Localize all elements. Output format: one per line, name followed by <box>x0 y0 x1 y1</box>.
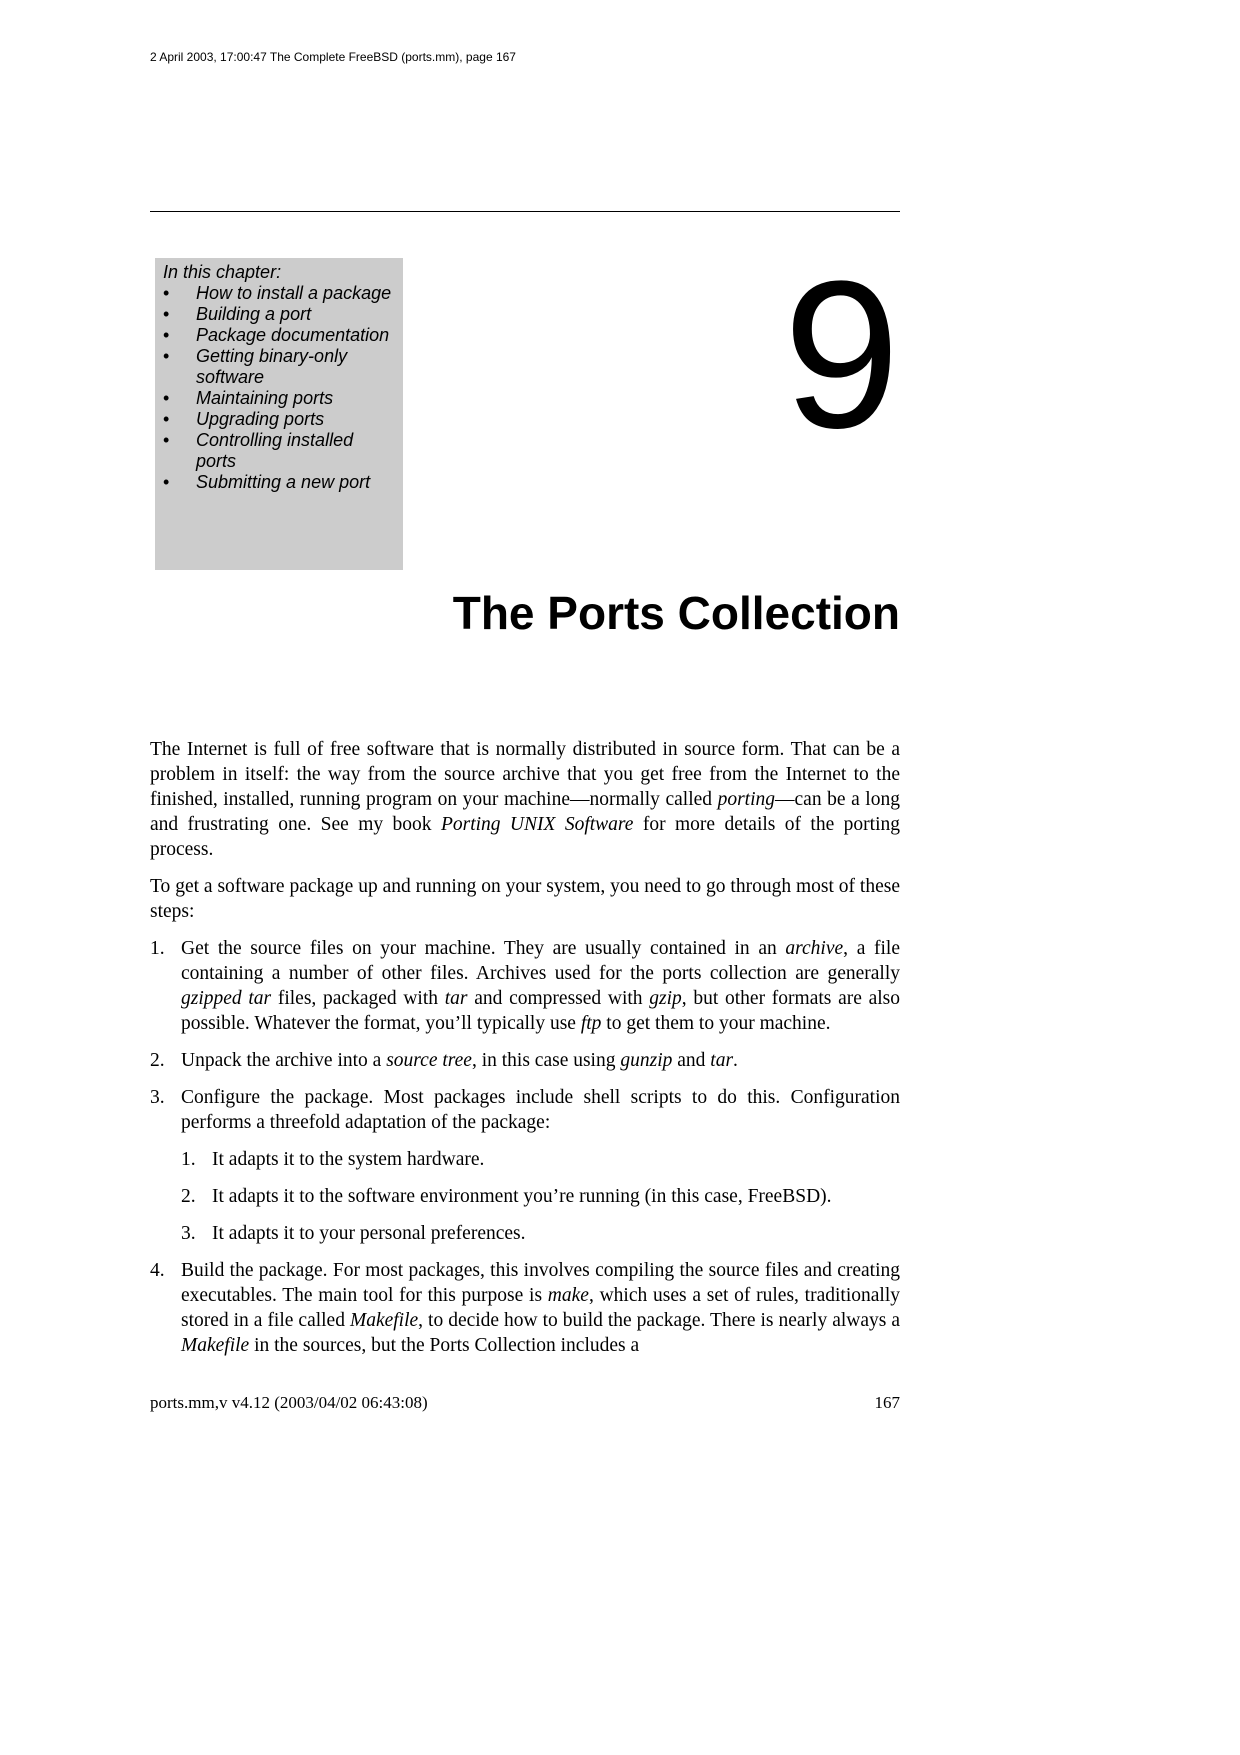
list-item: • How to install a package <box>163 283 392 303</box>
list-number: 4. <box>150 1260 165 1281</box>
list-item: • Getting binary-only software <box>163 346 348 387</box>
term: porting <box>717 789 776 810</box>
list-item: • Upgrading ports <box>163 409 325 429</box>
running-head: 2 April 2003, 17:00:47 The Complete FreeBSD (ports.mm), page 167 <box>150 50 516 64</box>
list-item: 1. It adapts it to the system hardware. <box>181 1149 485 1170</box>
list-item: 2. Unpack the archive into a source tree, in this case using gunzip and tar. <box>150 1050 738 1071</box>
list-item: • Controlling installed ports <box>163 430 354 471</box>
chapter-title: The Ports Collection <box>452 587 900 639</box>
list-item: • Building a port <box>163 304 312 324</box>
bullet-icon: • <box>163 283 170 303</box>
rcs-id: ports.mm,v v4.12 (2003/04/02 06:43:08) <box>150 1393 428 1412</box>
bullet-icon: • <box>163 409 170 429</box>
paragraph: To get a software package up and running on your system, you need to go through most of these steps: <box>150 876 900 922</box>
list-item: 1. Get the source files on your machine. They are usually contained in an archive, a file containing a number of other files. Archives used for the ports collection are generally gzipped tar files, packaged with tar and compressed with gzip, but other formats are also possible. Whatever the format, you’ll typically use ftp to get them to your machine. <box>150 938 900 1034</box>
list-item: 3. It adapts it to your personal preferences. <box>181 1223 526 1244</box>
list-item: 2. It adapts it to the software environment you’re running (in this case, FreeBSD). <box>181 1186 832 1207</box>
list-number: 3. <box>150 1087 165 1108</box>
chapter-contents-list <box>163 283 395 493</box>
list-item: 3. Configure the package. Most packages include shell scripts to do this. Configuration performs a threefold adaptation of the package: 1. It adapts it to the system hardware. 2. It adapts it to the software environment you’re running (in this case, FreeBSD). 3. It adapts it to your personal preferences. <box>150 1087 900 1244</box>
body-text <box>150 737 900 1370</box>
list-number: 2. <box>181 1186 196 1207</box>
list-number: 3. <box>181 1223 196 1244</box>
chapter-contents-title: In this chapter: <box>163 262 282 282</box>
list-number: 1. <box>150 938 165 959</box>
bullet-icon: • <box>163 472 170 492</box>
header-rule <box>150 211 900 212</box>
list-item: • Package documentation <box>163 325 390 345</box>
chapter-contents-box <box>155 258 403 570</box>
paragraph: The Internet is full of free software that is normally distributed in source form. That can be a problem in itself: the way from the source archive that you get free from the Internet to the finished, installed, running program on your machine—normally called porting—can be a long and frustrating one. See my book Porting UNIX Software for more details of the porting process. <box>150 739 900 860</box>
bullet-icon: • <box>163 346 170 366</box>
list-item: 4. Build the package. For most packages, this involves compiling the source files and creating executables. The main tool for this purpose is make, which uses a set of rules, traditionally stored in a file called Makefile, to decide how to build the package. There is nearly always a Makefile in the sources, but the Ports Collection includes a <box>150 1260 900 1356</box>
steps-list <box>150 936 900 1358</box>
page-number: 167 <box>874 1393 900 1412</box>
list-number: 1. <box>181 1149 196 1170</box>
book-title: Porting UNIX Software <box>440 814 634 835</box>
bullet-icon: • <box>163 325 170 345</box>
bullet-icon: • <box>163 388 170 408</box>
bullet-icon: • <box>163 304 170 324</box>
chapter-number: 9 <box>783 237 900 472</box>
list-item: • Maintaining ports <box>163 388 334 408</box>
list-item: • Submitting a new port <box>163 472 371 492</box>
bullet-icon: • <box>163 430 170 450</box>
substeps-list <box>181 1147 900 1246</box>
list-number: 2. <box>150 1050 165 1071</box>
